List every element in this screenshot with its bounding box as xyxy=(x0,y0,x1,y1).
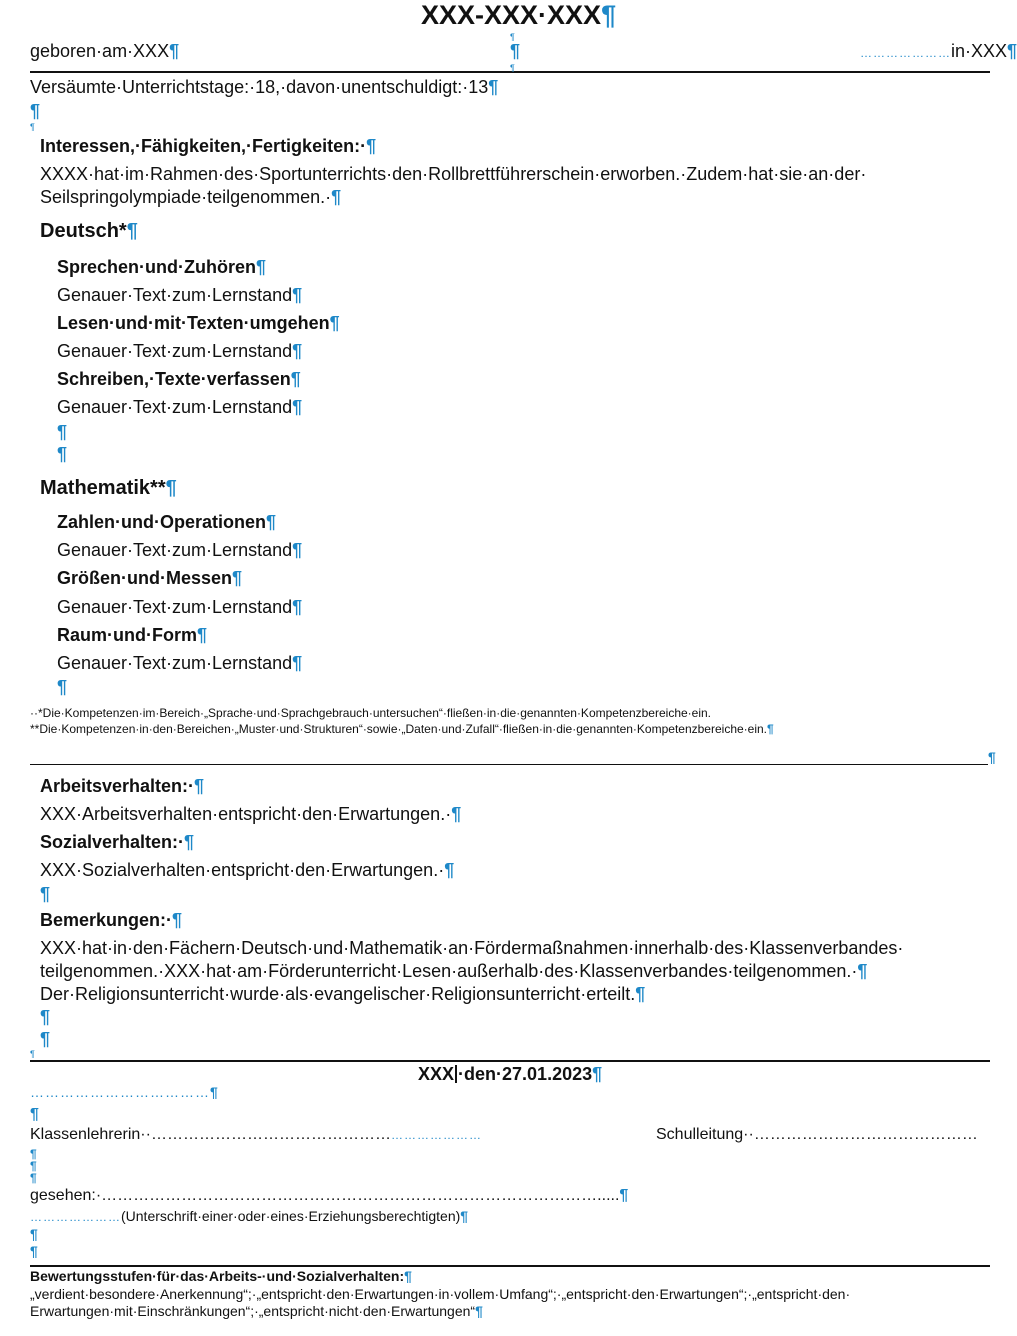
math-heading-text: Mathematik** xyxy=(40,477,166,499)
pilcrow-icon: ¶ xyxy=(30,1106,39,1123)
rating-line-text: „verdient·besondere·Anerkennung“;·„entspricht·den·Erwartungen·in·vollem·Umfang“;·„entspricht·den·Erwartungen“;·„entspricht·den· xyxy=(30,1286,851,1302)
birthplace xyxy=(860,41,1017,62)
remarks-line-text: teilgenommen.·XXX·hat·am·Förderunterricht·Lesen·außerhalb·des·Klassenverbandes·teilgenommen.· xyxy=(40,961,858,981)
seen-dots: …………………………………………………………………………………..... xyxy=(101,1187,620,1204)
german-skill-label-text: Lesen·und·mit·Texten·umgehen xyxy=(57,313,330,333)
german-skill-text-content: Genauer·Text·zum·Lernstand xyxy=(57,397,293,417)
date-text: ·den·27.01.2023 xyxy=(458,1064,593,1084)
rating-heading xyxy=(30,1268,412,1284)
german-skill-text xyxy=(57,285,302,306)
placeholder-dots-blue: ………………… xyxy=(30,1210,121,1224)
german-heading-text: Deutsch* xyxy=(40,220,127,242)
pilcrow-icon: ¶ xyxy=(619,1187,629,1204)
work-text-content: XXX·Arbeitsverhalten·entspricht·den·Erwartungen.· xyxy=(40,804,452,824)
pilcrow-icon: ¶ xyxy=(988,749,996,765)
math-skill-label xyxy=(57,512,276,533)
german-skill-label xyxy=(57,257,266,278)
pilcrow-icon: ¶ xyxy=(165,477,177,499)
remarks-heading-text: Bemerkungen:· xyxy=(40,910,173,930)
pilcrow-icon: ¶ xyxy=(592,1064,603,1084)
footnote-math xyxy=(30,722,774,736)
german-skill-label-text: Sprechen·und·Zuhören xyxy=(57,257,256,277)
pilcrow-icon: ¶ xyxy=(510,32,515,42)
math-skill-text xyxy=(57,540,302,561)
signature-rule xyxy=(30,1060,990,1062)
pilcrow-icon: ¶ xyxy=(290,369,301,389)
social-text xyxy=(40,860,454,881)
footnote-math-text: **Die·Kompetenzen·in·den·Bereichen·„Muster·und·Strukturen“·sowie·„Daten·und·Zufall“·fließen·in·die·genannten·Kompetenzbereiche·ein. xyxy=(30,722,768,736)
rating-rule xyxy=(30,1265,990,1267)
placeholder-dots: ………………… xyxy=(860,46,951,60)
math-skill-label-text: Raum·und·Form xyxy=(57,625,197,645)
pilcrow-icon: ¶ xyxy=(366,136,377,156)
pilcrow-icon: ¶ xyxy=(292,653,303,673)
pilcrow-icon: ¶ xyxy=(857,961,868,981)
seen-label: gesehen:· xyxy=(30,1187,102,1204)
pilcrow-icon: ¶ xyxy=(510,63,515,73)
work-heading xyxy=(40,776,204,797)
pilcrow-icon: ¶ xyxy=(601,0,617,30)
german-skill-text xyxy=(57,397,302,418)
place-label: in·XXX xyxy=(951,41,1008,61)
text-cursor xyxy=(455,1065,457,1083)
pilcrow-icon: ¶ xyxy=(292,397,303,417)
pilcrow-icon: ¶ xyxy=(256,257,267,277)
work-heading-text: Arbeitsverhalten:· xyxy=(40,776,195,796)
german-skill-text xyxy=(57,341,302,362)
teacher-dots: ……………………………………… xyxy=(150,1126,391,1143)
section-rule xyxy=(30,764,988,765)
guardian-note xyxy=(30,1208,468,1224)
math-skill-text xyxy=(57,653,302,674)
pilcrow-icon: ¶ xyxy=(30,1171,37,1185)
pilcrow-icon: ¶ xyxy=(292,597,303,617)
pilcrow-icon: ¶ xyxy=(40,1029,51,1049)
placeholder-dots xyxy=(30,1084,218,1100)
pilcrow-icon: ¶ xyxy=(292,540,303,560)
principal-label: Schulleitung·· xyxy=(656,1126,754,1143)
interests-heading-text: Interessen,·Fähigkeiten,·Fertigkeiten:· xyxy=(40,136,367,156)
pilcrow-icon: ¶ xyxy=(488,77,499,97)
math-skill-label-text: Zahlen·und·Operationen xyxy=(57,512,266,532)
remarks-heading xyxy=(40,910,182,931)
pilcrow-icon: ¶ xyxy=(57,422,68,442)
rating-line-text: Erwartungen·mit·Einschränkungen“;·„entspricht·nicht·den·Erwartungen“ xyxy=(30,1303,476,1319)
social-text-content: XXX·Sozialverhalten·entspricht·den·Erwartungen.· xyxy=(40,860,445,880)
page-title xyxy=(421,0,616,31)
pilcrow-icon: ¶ xyxy=(460,1208,469,1224)
pilcrow-icon: ¶ xyxy=(331,187,342,207)
pilcrow-icon: ¶ xyxy=(635,984,646,1004)
place-date-line xyxy=(418,1064,602,1085)
pilcrow-icon: ¶ xyxy=(510,41,521,61)
interests-heading xyxy=(40,136,376,157)
pilcrow-icon: ¶ xyxy=(169,41,180,61)
interests-text xyxy=(40,163,940,209)
work-text xyxy=(40,804,461,825)
german-skill-label-text: Schreiben,·Texte·verfassen xyxy=(57,369,291,389)
pilcrow-icon: ¶ xyxy=(57,444,68,464)
teacher-signature xyxy=(30,1126,482,1144)
remarks-line xyxy=(40,961,867,982)
pilcrow-icon: ¶ xyxy=(232,568,243,588)
absence-line xyxy=(30,77,498,98)
pilcrow-icon: ¶ xyxy=(404,1268,412,1284)
pilcrow-icon: ¶ xyxy=(30,1159,37,1173)
pilcrow-icon: ¶ xyxy=(451,804,462,824)
placeholder-dots-blue: ……………………………… xyxy=(30,1084,210,1100)
pilcrow-icon: ¶ xyxy=(1007,41,1017,61)
german-skill-text-content: Genauer·Text·zum·Lernstand xyxy=(57,341,293,361)
pilcrow-icon: ¶ xyxy=(444,860,455,880)
german-heading xyxy=(40,220,138,243)
pilcrow-icon: ¶ xyxy=(210,1084,218,1100)
remarks-line-text: XXX·hat·in·den·Fächern·Deutsch·und·Mathematik·an·Fördermaßnahmen·innerhalb·des·Klassenverbandes· xyxy=(40,938,904,958)
remarks-line xyxy=(40,938,903,959)
principal-dots: …………………………………… xyxy=(753,1126,978,1143)
pilcrow-icon: ¶ xyxy=(30,101,41,121)
footnote-german xyxy=(30,706,711,720)
math-skill-label xyxy=(57,568,242,589)
absence-text: Versäumte·Unterrichtstage:·18,·davon·unentschuldigt:·13 xyxy=(30,77,489,97)
math-skill-label-text: Größen·und·Messen xyxy=(57,568,233,588)
pilcrow-icon: ¶ xyxy=(30,1226,38,1242)
born-line xyxy=(30,41,179,62)
pilcrow-icon: ¶ xyxy=(266,512,277,532)
math-heading xyxy=(40,477,177,500)
remarks-line-text: Der·Religionsunterricht·wurde·als·evangelischer·Religionsunterricht·erteilt. xyxy=(40,984,636,1004)
footnote-german-text: ··*Die·Kompetenzen·im·Bereich·„Sprache·und·Sprachgebrauch·untersuchen“·fließen·in·die·genannten·Kompetenzbereiche·ein. xyxy=(30,706,712,720)
math-skill-label xyxy=(57,625,207,646)
pilcrow-icon: ¶ xyxy=(184,832,195,852)
pilcrow-icon: ¶ xyxy=(126,220,138,242)
remarks-line xyxy=(40,984,645,1005)
born-label: geboren·am·XXX xyxy=(30,41,170,61)
placeholder-dots-blue: ………………… xyxy=(390,1128,482,1142)
pilcrow-icon: ¶ xyxy=(292,341,303,361)
pilcrow-icon: ¶ xyxy=(329,313,340,333)
german-skill-label xyxy=(57,313,340,334)
interests-text-content: XXXX·hat·im·Rahmen·des·Sportunterrichts·den·Rollbrettführerschein·erworben.·Zudem·hat·sie·an·der· Seilspringolympiade·teilgenommen.· xyxy=(40,164,867,207)
pilcrow-icon: ¶ xyxy=(57,677,68,697)
pilcrow-icon: ¶ xyxy=(292,285,303,305)
pilcrow-icon: ¶ xyxy=(194,776,205,796)
pilcrow-icon: ¶ xyxy=(475,1303,483,1319)
seen-signature xyxy=(30,1187,628,1205)
rating-line xyxy=(30,1303,483,1319)
principal-signature xyxy=(656,1126,978,1144)
pilcrow-icon: ¶ xyxy=(196,625,207,645)
teacher-label: Klassenlehrerin·· xyxy=(30,1126,151,1143)
math-skill-text-content: Genauer·Text·zum·Lernstand xyxy=(57,540,293,560)
social-heading xyxy=(40,832,194,853)
pilcrow-icon: ¶ xyxy=(30,122,35,132)
pilcrow-icon: ¶ xyxy=(40,884,51,904)
math-skill-text-content: Genauer·Text·zum·Lernstand xyxy=(57,597,293,617)
pilcrow-icon: ¶ xyxy=(172,910,183,930)
guardian-note-text: (Unterschrift·einer·oder·eines·Erziehungsberechtigten) xyxy=(121,1208,461,1224)
math-skill-text-content: Genauer·Text·zum·Lernstand xyxy=(57,653,293,673)
title-text: XXX-XXX·XXX xyxy=(421,0,602,30)
pilcrow-icon: ¶ xyxy=(30,1243,38,1259)
rating-line xyxy=(30,1286,850,1302)
social-heading-text: Sozialverhalten:· xyxy=(40,832,185,852)
rating-heading-text: Bewertungsstufen·für·das·Arbeits-·und·Sozialverhalten: xyxy=(30,1268,405,1284)
pilcrow-icon: ¶ xyxy=(40,1007,51,1027)
pilcrow-icon: ¶ xyxy=(767,722,774,736)
german-skill-text-content: Genauer·Text·zum·Lernstand xyxy=(57,285,293,305)
german-skill-label xyxy=(57,369,301,390)
pilcrow-icon: ¶ xyxy=(30,1147,37,1161)
place-text: XXX xyxy=(418,1064,455,1084)
pilcrow-icon: ¶ xyxy=(30,1049,35,1059)
math-skill-text xyxy=(57,597,302,618)
